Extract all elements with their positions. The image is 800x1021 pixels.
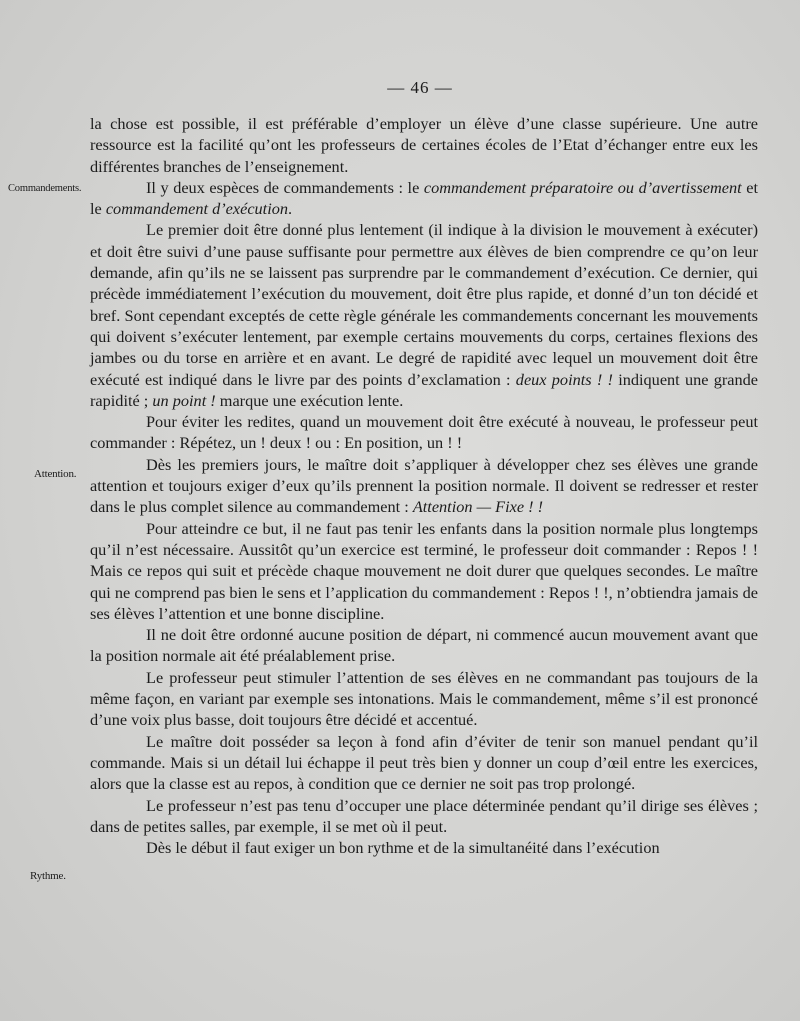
paragraph-3-emphasis-un-point: un point ! — [152, 390, 216, 410]
body-text — [90, 113, 758, 858]
paragraph-2-text-a: Il y deux espèces de commandements : le — [146, 177, 424, 197]
paragraph-5 — [90, 454, 758, 518]
paragraph-8: Le professeur peut stimuler l’attention de ses élèves en ne commandant pas toujours de la même façon, en variant par exemple ses intonations. Mais le commandement, même s’il est prononcé d’une voix plus basse, doit toujours être décidé et accentué. — [90, 667, 758, 730]
margin-note-commandements: Commandements. — [8, 183, 82, 194]
paragraph-2-text-e: . — [288, 199, 293, 219]
paragraph-2-text-c: et le — [90, 177, 758, 219]
paragraph-3-text-a: Le premier doit être donné plus lentement (il indique à la division le mouvement à exécuter) et doit être suivi d’une pause suffisante pour permettre aux élèves de bien comprendre ce qu’on leur demande, afin qu’ils ne se laissent pas surprendre par le commandement d’exécution. Ce dernier, qui précède immédiatement l’exécution du mouvement, doit être plus rapide, et donné d’un ton décidé et bref. Sont cependant exceptés de cette règle générale les commandements concernant les mouvements qui doivent s’exécuter lentement, par exemple certains mouvements du corps, certaines flexions des jambes ou du torse en arrière et en avant. Le degré de rapidité avec lequel un mouvement doit être exécuté est indiqué dans le livre par des points d’exclamation : — [90, 220, 758, 389]
paragraph-3 — [90, 219, 758, 411]
paragraph-3-text-c: indiquent une grande rapidité ; — [90, 369, 759, 410]
margin-note-attention: Attention. — [34, 468, 77, 480]
paragraph-3-text-e: marque une exécution lente. — [215, 390, 404, 410]
paragraph-2 — [90, 177, 758, 220]
paragraph-11: Dès le début il faut exiger un bon rythme et de la simultanéité dans l’exécution — [146, 838, 660, 858]
paragraph-10: Le professeur n’est pas tenu d’occuper une place déterminée pendant qu’il dirige ses élèves ; dans de petites salles, par exemple, il se met où il peut. — [90, 795, 758, 836]
paragraph-6: Pour atteindre ce but, il ne faut pas tenir les enfants dans la position normale plus longtemps qu’il n’est nécessaire. Aussitôt qu’un exercice est terminé, le professeur doit commander : Repos ! ! Mais ce repos qui suit et précède chaque mouvement ne doit durer que quelques secondes. Le maître qui ne comprend pas bien le sens et l’application du commandement : Repos ! !, n’obtiendra jamais de ses élèves l’attention et une bonne discipline. — [90, 518, 758, 623]
page-number: — 46 — — [387, 78, 453, 97]
paragraph-5-emphasis-attention-fixe: Attention — Fixe ! ! — [412, 497, 544, 517]
paragraph-3-emphasis-deux-points: deux points ! ! — [515, 369, 613, 389]
paragraph-7: Il ne doit être ordonné aucune position de départ, ni commencé aucun mouvement avant que la position normale ait été préalablement prise. — [90, 625, 758, 666]
paragraph-1: la chose est possible, il est préférable d’employer un élève d’une classe supérieure. Une autre ressource est la facilité qu’ont les professeurs de certaines écoles de l’Etat d’échanger entre eux les différentes branches de l’enseignement. — [90, 114, 758, 176]
paragraph-4: Pour éviter les redites, quand un mouvement doit être exécuté à nouveau, le professeur peut commander : Répétez, un ! deux ! ou : En position, un ! ! — [90, 412, 758, 453]
paragraph-5-text-a: Dès les premiers jours, le maître doit s’appliquer à développer chez ses élèves une grande attention et toujours exiger d’eux qu’ils prennent la position normale. Il doivent se redresser et rester dans le plus complet silence au commandement : — [90, 454, 758, 517]
paragraph-2-emphasis-execution: commandement d’exécution — [105, 199, 289, 219]
paragraph-2-emphasis-preparatoire: commandement préparatoire ou d’avertissement — [423, 177, 742, 197]
margin-note-rythme: Rythme. — [30, 870, 66, 882]
paragraph-9: Le maître doit posséder sa leçon à fond afin d’éviter de tenir son manuel pendant qu’il commande. Mais si un détail lui échappe il peut très bien y donner un coup d’œil entre les exercices, alors que la classe est au repos, à condition que ce dernier ne soit pas trop prolongé. — [90, 731, 758, 794]
